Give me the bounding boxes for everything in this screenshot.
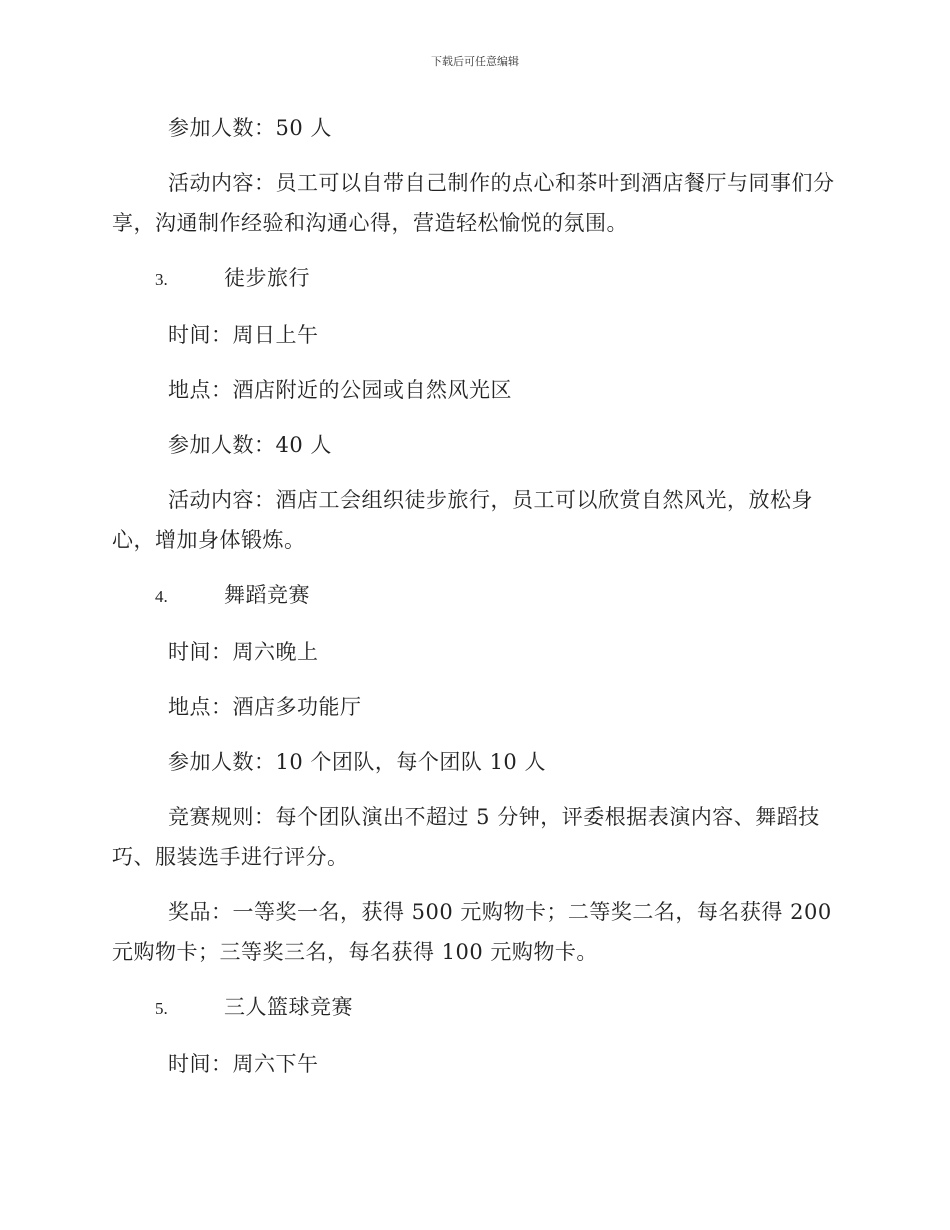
list-title: 舞蹈竞赛 [224,583,310,607]
paragraph: 时间：周日上午 [168,323,319,347]
paragraph: 奖品：一等奖一名，获得 500 元购物卡；二等奖二名，每名获得 200 元购物卡；三等奖三名，每名获得 100 元购物卡。 [112,900,832,964]
paragraph: 活动内容：员工可以自带自己制作的点心和茶叶到酒店餐厅与同事们分享，沟通制作经验和沟通心得，营造轻松愉悦的氛围。 [112,171,835,235]
document-body [112,108,837,1099]
paragraph: 时间：周六晚上 [168,640,319,664]
list-title: 徒步旅行 [224,266,310,290]
numbered-heading [112,258,837,300]
list-title: 三人篮球竞赛 [224,995,353,1019]
page-header: 下载后可任意编辑 [431,55,519,68]
paragraph: 活动内容：酒店工会组织徒步旅行，员工可以欣赏自然风光，放松身心，增加身体锻炼。 [112,488,813,552]
paragraph: 参加人数：10 个团队，每个团队 10 人 [168,750,546,774]
list-number: 4. [155,587,168,606]
paragraph: 时间：周六下午 [168,1052,319,1076]
paragraph: 竞赛规则：每个团队演出不超过 5 分钟，评委根据表演内容、舞蹈技巧、服装选手进行评分。 [112,805,820,869]
numbered-heading [112,987,837,1029]
numbered-heading [112,575,837,617]
list-number: 3. [155,270,168,289]
paragraph: 参加人数：40 人 [168,433,332,457]
paragraph: 参加人数：50 人 [168,116,332,140]
paragraph: 地点：酒店多功能厅 [168,695,362,719]
list-number: 5. [155,999,168,1018]
paragraph: 地点：酒店附近的公园或自然风光区 [168,378,512,402]
